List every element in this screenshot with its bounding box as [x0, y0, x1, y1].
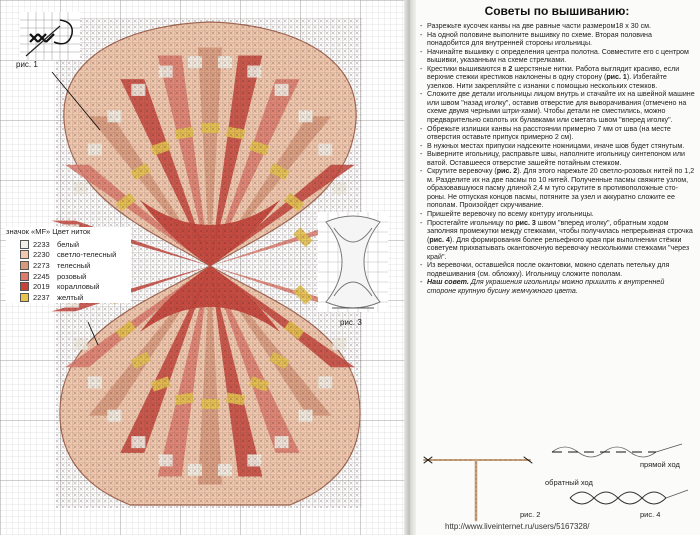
heart-symbol-icon: [20, 272, 29, 281]
thread-color-legend: [6, 227, 131, 303]
tip-item: - Начинайте вышивку с определения центра полотна. Совместите его с центром вышивки, указанным на схеме стрелками.: [419, 48, 695, 65]
dot-symbol-icon: [20, 261, 29, 270]
tip-note: - Наш совет. Для украшения игольницы можно пришить к внутренней стороне крупную бусину жемчужного цвета.: [419, 278, 695, 295]
fig1-label: рис. 1: [16, 60, 38, 69]
embroidery-tips: [419, 4, 695, 296]
tip-item: - Разрежьте кусочек канвы на две равные части размером18 x 30 см.: [419, 22, 695, 31]
fig4-label: рис. 4: [640, 510, 661, 519]
fig2-label: рис. 2: [520, 510, 541, 519]
legend-row-2233: 2233 белый: [6, 239, 131, 250]
tips-list: [419, 22, 695, 296]
tip-item: - Простегайте игольницу по рис. 3 швом "вперед иголку", обратным ходом заполняя промежутки между стежками, чтобы получилась непрерывная строчка (рис. 4). Для формирования более рельефного края при выполнении стёжки советуем прихватывать окантовочную веревочку несколькими стежками "через край".: [419, 219, 695, 262]
fig2-outline-diagram: [318, 212, 388, 312]
straight-stitch-label: прямой ход: [640, 460, 680, 469]
tip-item: - Скрутите веревочку (рис. 2). Для этого нарежьте 20 светло-розовых нитей по 1,2 м. Разделите их на две пасмы по 10 нитей. Полученные пасмы свяжите узлом, образовавшуюся пасму длиной 2,4 м туго скрутите в противоположные сто-роны. Не отпуская концов пасмы, потяните за узел и аккуратно сложите ее пополам. Произойдет скручивание.: [419, 167, 695, 210]
tip-item: - Пришейте веревочку по всему контуру игольницы.: [419, 210, 695, 219]
page-gutter: [404, 0, 416, 535]
legend-header: значок «MF» Цвет ниток: [6, 227, 91, 236]
watermark-url: http://www.liveinternet.ru/users/5167328/: [445, 522, 590, 531]
tip-item: - Крестики вышиваются в 2 шерстяные нитки. Работа выглядит красиво, если верхние стежки крестиков наклонены в одну сторону (рис. 1). Избегайте узелков. Нити закрепляйте с изнанки с помощью нескольких стежков.: [419, 65, 695, 91]
tip-item: - В нужных местах припуски надсеките ножницами, иначе шов будет стянутым.: [419, 142, 695, 151]
legend-row-2230: 2230 светло-телесный: [6, 250, 131, 261]
legend-row-2237: 2237 желтый: [6, 292, 131, 303]
dotted-square-symbol-icon: [20, 250, 29, 259]
tip-item: - Обрежьте излишки канвы на расстоянии примерно 7 мм от шва (на месте отверстия оставьте припуск примерно 2 см).: [419, 125, 695, 142]
legend-row-2019: 2019 коралловый: [6, 281, 131, 292]
tip-item: - Сложите две детали игольницы лицом внутрь и стачайте их на швейной машине или швом "назад иголку", оставив отверстие для выворачивания (отмечено на схеме двумя черными штри-хами). Чтобы детали не сместились, можно предварительно сколоть их булавками или сметать швом "вперед иголку".: [419, 90, 695, 124]
legend-row-2273: 2273 телесный: [6, 260, 131, 271]
square-symbol-icon: [20, 240, 29, 249]
legend-row-2245: 2245 розовый: [6, 271, 131, 282]
cross-symbol-icon: [20, 293, 29, 302]
tip-item: - Из веревочки, оставшейся после окантовки, можно сделать петельку для подвешивания (см. обложку). Игольницу сложите пополам.: [419, 261, 695, 278]
tip-item: - На одной половине выполните вышивку по схеме. Вторая половина понадобится для внутренней стороны игольницы.: [419, 31, 695, 48]
back-stitch-label: обратный ход: [545, 478, 593, 487]
fig3-label: рис. 3: [340, 318, 362, 327]
tip-item: - Выверните игольницу, расправьте швы, наполните игольницу синтепоном или ватой. Оставшееся отверстие зашейте потайным стежком.: [419, 150, 695, 167]
tips-title: Советы по вышиванию:: [484, 4, 630, 18]
solid-square-symbol-icon: [20, 282, 29, 291]
